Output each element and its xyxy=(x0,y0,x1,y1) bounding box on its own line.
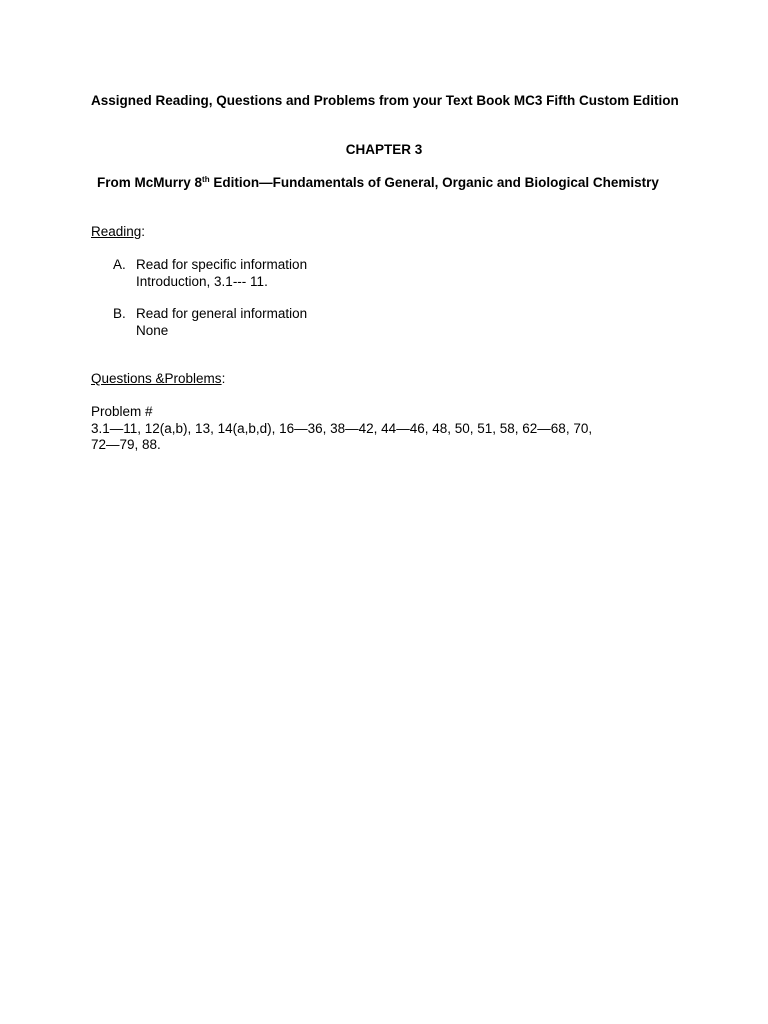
list-item-title: Read for general information xyxy=(136,306,308,321)
list-item-detail: Introduction, 3.1--- 11. xyxy=(136,273,268,289)
problem-list xyxy=(91,404,631,454)
questions-label-text: Questions &Problems xyxy=(91,371,222,386)
reading-label-colon: : xyxy=(141,224,146,239)
document-heading: Assigned Reading, Questions and Problems from your Text Book MC3 Fifth Custom Edition xyxy=(91,93,679,108)
questions-label-colon: : xyxy=(221,371,226,386)
problem-label: Problem # xyxy=(91,404,153,419)
problem-numbers-line-1: 3.1—11, 12(a,b), 13, 14(a,b,d), 16—36, 38—42, 44—46, 48, 50, 51, 58, 62—68, 70, xyxy=(91,420,593,436)
list-marker: A. xyxy=(113,257,126,272)
list-item-body xyxy=(136,257,307,290)
source-superscript: th xyxy=(202,175,210,184)
textbook-source-line xyxy=(97,175,737,192)
problem-numbers-line-2: 72—79, 88. xyxy=(91,437,161,452)
source-prefix: From McMurry 8 xyxy=(97,175,203,190)
list-item-title: Read for specific information xyxy=(136,257,308,272)
list-item-detail: None xyxy=(136,322,169,338)
reading-section-label xyxy=(91,224,145,241)
source-suffix: Edition—Fundamentals of General, Organic and Biological Chemistry xyxy=(209,175,659,190)
list-marker: B. xyxy=(113,306,126,321)
reading-label-text: Reading xyxy=(91,224,142,239)
list-item-body xyxy=(136,306,307,339)
chapter-title: CHAPTER 3 xyxy=(345,142,423,157)
questions-section-label xyxy=(91,371,225,388)
